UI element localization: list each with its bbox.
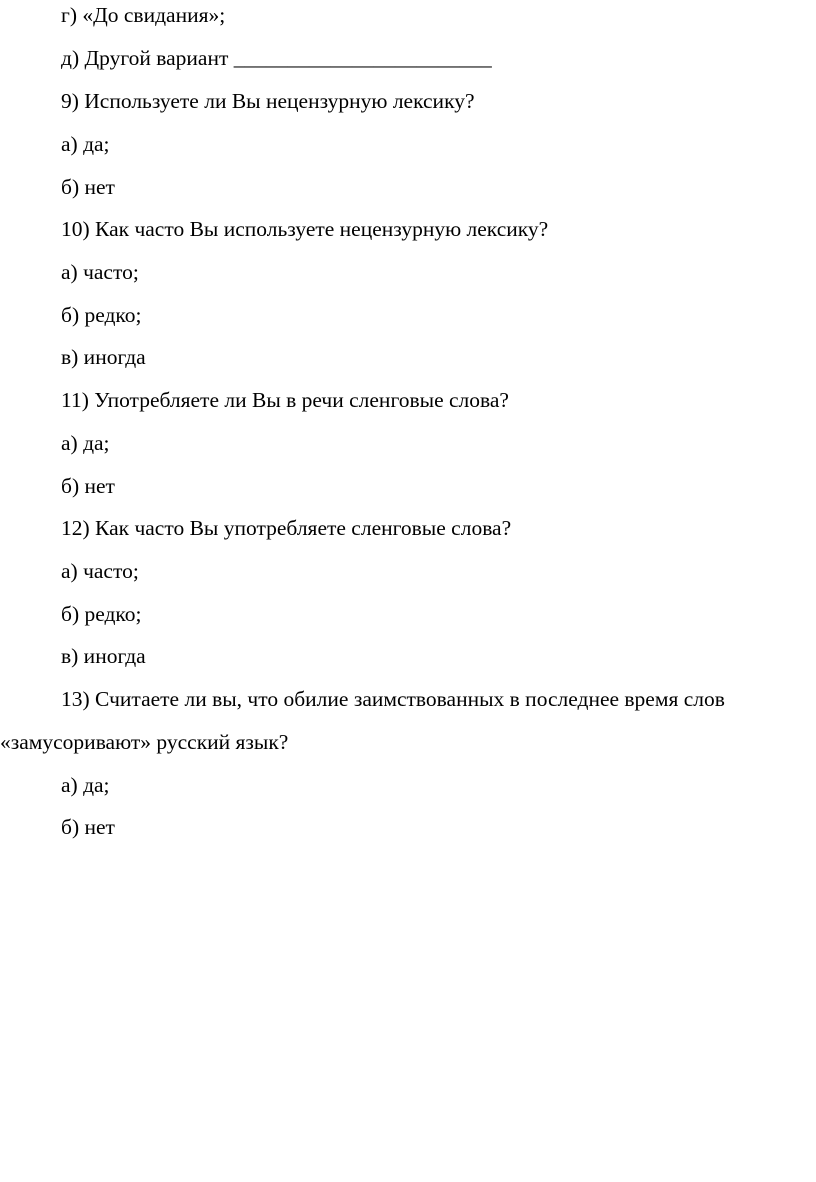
- q10-option-v: в) иногда: [61, 345, 146, 369]
- q12-option-v: в) иногда: [61, 644, 146, 668]
- question-10: 10) Как часто Вы используете нецензурную лексику?: [61, 217, 549, 241]
- q10-option-b: б) редко;: [61, 303, 142, 327]
- question-11: 11) Употребляете ли Вы в речи сленговые слова?: [61, 388, 509, 412]
- q9-option-b: б) нет: [61, 175, 115, 199]
- q13-option-b: б) нет: [61, 815, 115, 839]
- q9-option-a: а) да;: [61, 132, 110, 156]
- option-d-other: д) Другой вариант ________________________: [61, 46, 492, 70]
- question-12: 12) Как часто Вы употребляете сленговые слова?: [61, 516, 512, 540]
- question-13-continuation: «замусоривают» русский язык?: [0, 730, 289, 754]
- question-13: 13) Считаете ли вы, что обилие заимствованных в последнее время слов: [61, 687, 725, 711]
- q11-option-a: а) да;: [61, 431, 110, 455]
- q11-option-b: б) нет: [61, 474, 115, 498]
- q13-option-a: а) да;: [61, 773, 110, 797]
- q12-option-b: б) редко;: [61, 602, 142, 626]
- option-g-goodbye: г) «До свидания»;: [61, 3, 226, 27]
- question-9: 9) Используете ли Вы нецензурную лексику?: [61, 89, 475, 113]
- q10-option-a: а) часто;: [61, 260, 139, 284]
- q12-option-a: а) часто;: [61, 559, 139, 583]
